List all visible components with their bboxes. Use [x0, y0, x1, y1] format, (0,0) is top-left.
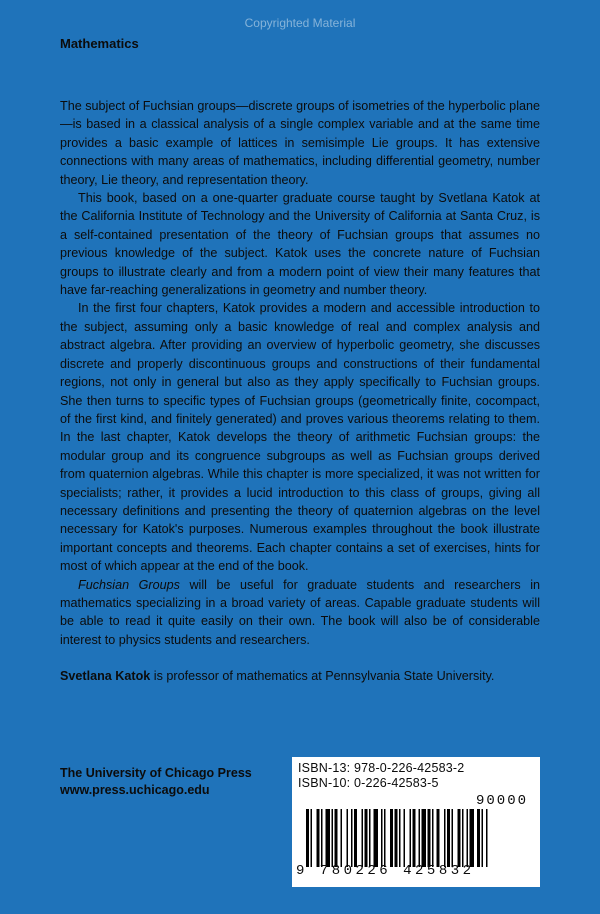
- copyright-watermark: Copyrighted Material: [244, 16, 356, 30]
- barcode-box: [292, 757, 540, 887]
- description-paragraph-4: [60, 576, 540, 650]
- description-paragraph-2: This book, based on a one-quarter graduate course taught by Svetlana Katok at the California Institute of Technology and the University of California at Santa Cruz, is a self-contained presentation of the theory of Fuchsian groups that assumes no previous knowledge of the subject. Katok uses the concrete nature of Fuchsian groups to illustrate clearly and from a modern point of view their many features that have far-reaching generalizations in geometry and number theory.: [60, 191, 540, 298]
- barcode-bars-icon: [306, 809, 534, 867]
- description-paragraph-1: The subject of Fuchsian groups—discrete groups of isometries of the hyperbolic plane—is based in a classical analysis of a single complex variable and at the same time provides a basic example of lattices in semisimple Lie groups. It has extensive connections with many areas of mathematics, including differential geometry, number theory, Lie theory, and representation theory.: [60, 99, 540, 187]
- price-code: 90000: [475, 793, 528, 809]
- publisher-info: [60, 765, 252, 799]
- description-paragraph-3: In the first four chapters, Katok provides a modern and accessible introduction to the subject, assuming only a basic knowledge of real and complex analysis and abstract algebra. After providing an overview of hyperbolic geometry, she discusses discrete and properly discontinuous groups and constructions of their fundamental regions, not only in general but also as they apply specifically to Fuchsian groups. She then turns to specific types of Fuchsian groups (geometrically finite, cocompact, of the first kind, and finitely generated) and proves various theorems relating to them. In the last chapter, Katok develops the theory of arithmetic Fuchsian groups: the modular group and its congruence subgroups as well as Fuchsian groups derived from quaternion algebras. While this chapter is more specialized, it was not written for specialists; rather, it provides a lucid introduction to this class of groups, giving all necessary definitions and presenting the theory of quaternion algebras on the level necessary for Katok's purposes. Numerous examples throughout the book illustrate important concepts and theorems. Each chapter contains a set of exercises, hints for most of which appear at the end of the book.: [60, 301, 540, 574]
- book-description: [60, 97, 540, 686]
- isbn-10: ISBN-10: 0-226-42583-5: [298, 776, 439, 790]
- isbn-13: ISBN-13: 978-0-226-42583-2: [298, 761, 465, 775]
- category-label: Mathematics: [60, 36, 139, 51]
- author-bio-text: is professor of mathematics at Pennsylvania State University.: [150, 669, 495, 684]
- author-bio: [60, 667, 540, 685]
- publisher-url: www.press.uchicago.edu: [60, 783, 210, 797]
- author-name: Svetlana Katok: [60, 669, 151, 684]
- ean-digits: 9 780226 425832: [296, 863, 475, 879]
- description-paragraph-4-text: will be useful for graduate students and researchers in mathematics specializing in a broad variety of areas. Capable graduate students will be able to read it quite easily on their own. The book will also be of considerable interest to physics students and researchers.: [60, 577, 540, 647]
- publisher-name: The University of Chicago Press: [60, 766, 252, 780]
- book-title: Fuchsian Groups: [78, 577, 180, 592]
